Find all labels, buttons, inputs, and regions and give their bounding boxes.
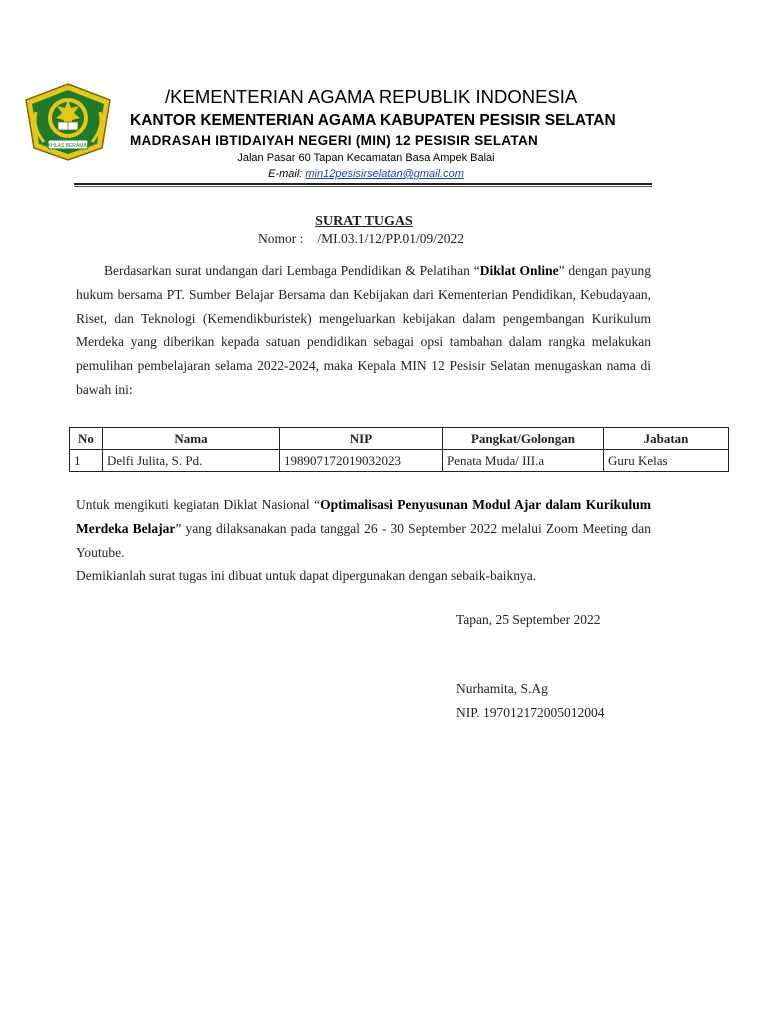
opening-paragraph xyxy=(76,259,651,402)
header-jabatan: Jabatan xyxy=(604,428,729,450)
cell-pangkat: Penata Muda/ III.a xyxy=(443,450,604,472)
signatory-name: Nurhamita, S.Ag xyxy=(456,681,548,696)
cell-nama: Delfi Julita, S. Pd. xyxy=(103,450,280,472)
assignment-table xyxy=(69,427,729,472)
kemenag-emblem-icon xyxy=(22,82,114,162)
document-title: SURAT TUGAS xyxy=(315,214,413,229)
table-row xyxy=(70,450,729,472)
table-header-row xyxy=(70,428,729,450)
signature-place-date: Tapan, 25 September 2022 xyxy=(456,612,601,627)
header-no: No xyxy=(70,428,103,450)
paragraph1-bold: Diklat Online xyxy=(479,263,559,278)
cell-jabatan: Guru Kelas xyxy=(604,450,729,472)
paragraph1-lead: Berdasarkan surat undangan dari Lembaga Pendidikan & Pelatihan “ xyxy=(104,263,480,278)
purpose-paragraph xyxy=(76,493,651,564)
letterhead-divider xyxy=(74,183,652,187)
paragraph2-lead: Untuk mengikuti kegiatan Diklat Nasional “ xyxy=(76,497,321,512)
office-heading: KANTOR KEMENTERIAN AGAMA KABUPATEN PESISIR SELATAN xyxy=(130,112,616,129)
number-label: Nomor : xyxy=(258,231,304,246)
header-nip: NIP xyxy=(280,428,443,450)
paragraph1-rest: ” dengan payung hukum bersama PT. Sumber Belajar Bersama dan Kebijakan dari Kementerian Pendidikan, Kebudayaan, Riset, dan Teknologi (Kemendikburistek) mengeluarkan kebijakan dalam pengembangan Kurikulum Merdeka yang diberikan kepada satuan pendidikan sebagai opsi tambahan dalam rangka melakukan pemulihan pembelajaran selama 2022-2024, maka Kepala MIN 12 Pesisir Selatan menugaskan nama di bawah ini: xyxy=(76,263,652,397)
paragraph2-rest: ” yang dilaksanakan pada tanggal 26 - 30 September 2022 melalui Zoom Meeting dan Youtube. xyxy=(76,520,651,560)
number-value: /MI.03.1/12/PP.01/09/2022 xyxy=(317,231,465,246)
ministry-heading: /KEMENTERIAN AGAMA REPUBLIK INDONESIA xyxy=(165,86,578,107)
header-pangkat: Pangkat/Golongan xyxy=(443,428,604,450)
email-link[interactable]: min12pesisirselatan@gmail.com xyxy=(305,168,464,180)
school-email-line xyxy=(0,168,732,180)
school-heading: MADRASAH IBTIDAIYAH NEGERI (MIN) 12 PESISIR SELATAN xyxy=(130,133,539,148)
closing-paragraph: Demikianlah surat tugas ini dibuat untuk dapat dipergunakan dengan sebaik-baiknya. xyxy=(76,568,537,583)
signatory-nip: NIP. 197012172005012004 xyxy=(456,705,605,720)
logo-ribbon-text: IKHLAS BERAMAL xyxy=(46,143,90,149)
cell-no: 1 xyxy=(70,450,103,472)
school-address: Jalan Pasar 60 Tapan Kecamatan Basa Ampek Balai xyxy=(237,152,495,164)
kemenag-logo xyxy=(22,82,114,162)
cell-nip: 198907172019032023 xyxy=(280,450,443,472)
document-number xyxy=(258,231,464,247)
email-label: E-mail: xyxy=(268,168,303,180)
header-nama: Nama xyxy=(103,428,280,450)
paragraph2-bold: Optimalisasi Penyusunan Modul Ajar dalam Kurikulum Merdeka Belajar xyxy=(76,497,651,536)
